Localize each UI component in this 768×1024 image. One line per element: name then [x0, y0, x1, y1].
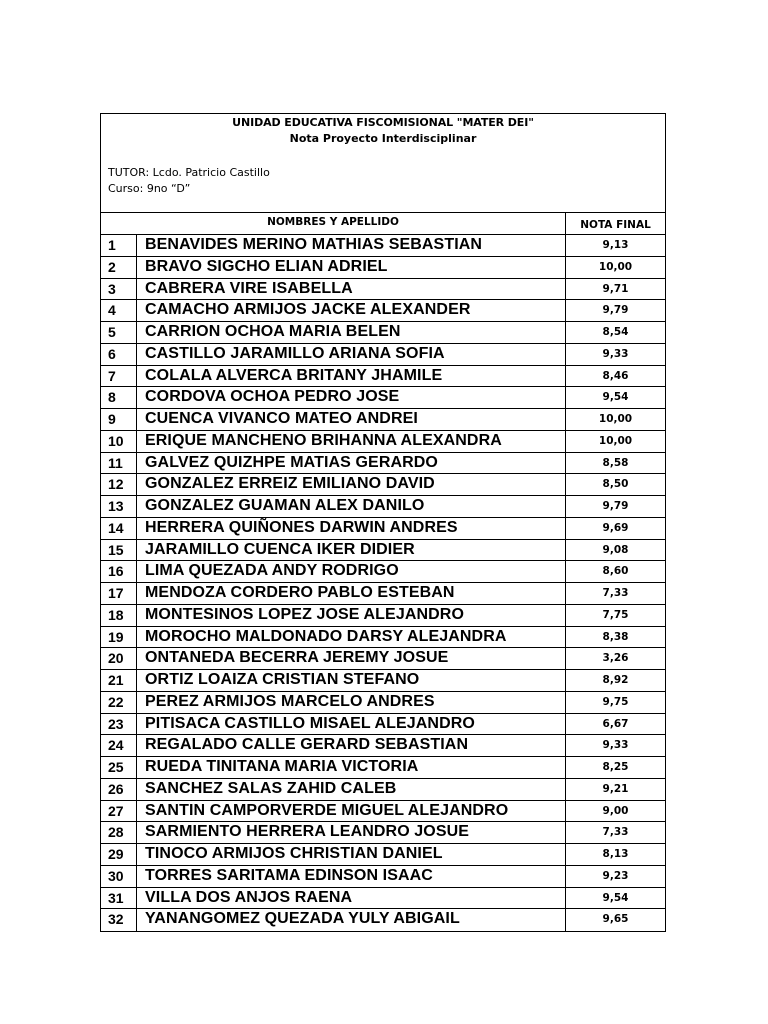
row-number: 31	[101, 888, 137, 909]
student-name: MENDOZA CORDERO PABLO ESTEBAN	[137, 583, 566, 604]
row-number: 2	[101, 257, 137, 278]
final-grade: 8,25	[602, 761, 629, 773]
final-grade: 9,54	[602, 891, 629, 904]
row-number: 28	[101, 822, 137, 843]
table-row	[101, 540, 665, 562]
student-name: COLALA ALVERCA BRITANY JHAMILE	[137, 366, 566, 387]
student-name: ORTIZ LOAIZA CRISTIAN STEFANO	[137, 670, 566, 691]
student-name: PITISACA CASTILLO MISAEL ALEJANDRO	[137, 714, 566, 735]
student-name: SARMIENTO HERRERA LEANDRO JOSUE	[137, 822, 566, 843]
student-name: ONTANEDA BECERRA JEREMY JOSUE	[137, 648, 566, 669]
final-grade: 10,00	[598, 260, 633, 273]
table-row	[101, 366, 665, 388]
row-number: 4	[101, 300, 137, 321]
tutor-line: TUTOR: Lcdo. Patricio Castillo	[108, 166, 270, 179]
column-header-grade: NOTA FINAL	[580, 219, 651, 231]
row-number: 16	[101, 561, 137, 582]
row-number: 30	[101, 866, 137, 887]
final-grade: 8,92	[602, 674, 629, 686]
table-row	[101, 801, 665, 823]
student-name: JARAMILLO CUENCA IKER DIDIER	[137, 540, 566, 561]
row-number: 19	[101, 627, 137, 648]
student-name: YANANGOMEZ QUEZADA YULY ABIGAIL	[137, 909, 566, 931]
table-row	[101, 909, 665, 931]
row-number: 22	[101, 692, 137, 713]
row-number: 29	[101, 844, 137, 865]
sheet-header	[101, 114, 665, 213]
final-grade: 9,23	[602, 869, 629, 882]
row-number: 32	[101, 909, 137, 931]
row-number: 15	[101, 540, 137, 561]
student-name: TORRES SARITAMA EDINSON ISAAC	[137, 866, 566, 887]
row-number: 5	[101, 322, 137, 343]
table-row	[101, 583, 665, 605]
row-number: 14	[101, 518, 137, 539]
final-grade: 8,50	[602, 478, 629, 491]
student-name: SANTIN CAMPORVERDE MIGUEL ALEJANDRO	[137, 801, 566, 822]
sheet-subtitle: Nota Proyecto Interdisciplinar	[289, 132, 477, 145]
column-header-names: NOMBRES Y APELLIDO	[101, 213, 566, 234]
course-line: Curso: 9no “D”	[108, 182, 191, 195]
table-row	[101, 866, 665, 888]
final-grade: 9,13	[602, 239, 629, 251]
row-number: 3	[101, 279, 137, 300]
student-name: SANCHEZ SALAS ZAHID CALEB	[137, 779, 566, 800]
row-number: 11	[101, 453, 137, 474]
final-grade: 9,75	[602, 695, 629, 708]
student-name: GONZALEZ ERREIZ EMILIANO DAVID	[137, 474, 566, 495]
final-grade: 9,33	[602, 739, 629, 752]
student-name: GALVEZ QUIZHPE MATIAS GERARDO	[137, 453, 566, 474]
student-name: ERIQUE MANCHENO BRIHANNA ALEXANDRA	[137, 431, 566, 452]
student-name: BENAVIDES MERINO MATHIAS SEBASTIAN	[137, 235, 566, 256]
student-rows	[101, 235, 665, 931]
table-row	[101, 692, 665, 714]
row-number: 17	[101, 583, 137, 604]
final-grade: 10,00	[598, 413, 633, 425]
table-row	[101, 344, 665, 366]
table-row	[101, 257, 665, 279]
student-name: REGALADO CALLE GERARD SEBASTIAN	[137, 735, 566, 756]
table-row	[101, 822, 665, 844]
table-row	[101, 757, 665, 779]
final-grade: 7,75	[602, 608, 629, 621]
table-row	[101, 409, 665, 431]
final-grade: 8,58	[602, 456, 629, 469]
table-row	[101, 605, 665, 627]
final-grade: 9,69	[602, 521, 629, 534]
final-grade: 9,08	[602, 543, 629, 556]
row-number: 20	[101, 648, 137, 669]
student-name: LIMA QUEZADA ANDY RODRIGO	[137, 561, 566, 582]
final-grade: 9,79	[602, 500, 629, 512]
final-grade: 9,79	[602, 304, 629, 317]
final-grade: 9,00	[602, 804, 629, 817]
student-name: GONZALEZ GUAMAN ALEX DANILO	[137, 496, 566, 517]
table-row	[101, 322, 665, 344]
final-grade: 8,13	[602, 848, 629, 860]
final-grade: 9,54	[602, 391, 629, 404]
student-name: CAMACHO ARMIJOS JACKE ALEXANDER	[137, 300, 566, 321]
student-name: CASTILLO JARAMILLO ARIANA SOFIA	[137, 344, 566, 365]
row-number: 25	[101, 757, 137, 778]
table-row	[101, 670, 665, 692]
row-number: 7	[101, 366, 137, 387]
table-row	[101, 779, 665, 801]
table-row	[101, 431, 665, 453]
student-name: MONTESINOS LOPEZ JOSE ALEJANDRO	[137, 605, 566, 626]
student-name: MOROCHO MALDONADO DARSY ALEJANDRA	[137, 627, 566, 648]
table-row	[101, 235, 665, 257]
final-grade: 7,33	[602, 826, 629, 839]
student-name: VILLA DOS ANJOS RAENA	[137, 888, 566, 909]
table-row	[101, 714, 665, 736]
row-number: 21	[101, 670, 137, 691]
student-name: HERRERA QUIÑONES DARWIN ANDRES	[137, 518, 566, 539]
final-grade: 8,60	[602, 565, 629, 578]
row-number: 13	[101, 496, 137, 517]
table-row	[101, 648, 665, 670]
final-grade: 10,00	[598, 434, 633, 447]
student-name: CABRERA VIRE ISABELLA	[137, 279, 566, 300]
grade-sheet	[100, 113, 666, 932]
row-number: 26	[101, 779, 137, 800]
table-row	[101, 844, 665, 866]
student-name: TINOCO ARMIJOS CHRISTIAN DANIEL	[137, 844, 566, 865]
table-row	[101, 561, 665, 583]
final-grade: 8,54	[602, 326, 629, 338]
final-grade: 9,33	[602, 347, 629, 360]
row-number: 1	[101, 235, 137, 256]
final-grade: 9,71	[602, 282, 629, 295]
student-name: PEREZ ARMIJOS MARCELO ANDRES	[137, 692, 566, 713]
row-number: 12	[101, 474, 137, 495]
student-name: CORDOVA OCHOA PEDRO JOSE	[137, 387, 566, 408]
student-name: BRAVO SIGCHO ELIAN ADRIEL	[137, 257, 566, 278]
final-grade: 3,26	[602, 652, 629, 665]
student-name: RUEDA TINITANA MARIA VICTORIA	[137, 757, 566, 778]
final-grade: 6,67	[602, 717, 629, 730]
table-row	[101, 453, 665, 475]
row-number: 10	[101, 431, 137, 452]
row-number: 27	[101, 801, 137, 822]
table-row	[101, 627, 665, 649]
row-number: 18	[101, 605, 137, 626]
final-grade: 9,65	[602, 913, 629, 926]
row-number: 24	[101, 735, 137, 756]
table-row	[101, 888, 665, 910]
table-row	[101, 279, 665, 301]
column-header-row	[101, 213, 665, 235]
table-row	[101, 387, 665, 409]
final-grade: 7,33	[602, 587, 629, 599]
student-name: CUENCA VIVANCO MATEO ANDREI	[137, 409, 566, 430]
row-number: 8	[101, 387, 137, 408]
table-row	[101, 300, 665, 322]
table-row	[101, 735, 665, 757]
table-row	[101, 474, 665, 496]
row-number: 23	[101, 714, 137, 735]
institution-name: UNIDAD EDUCATIVA FISCOMISIONAL "MATER DEI"	[232, 116, 534, 129]
final-grade: 8,38	[602, 630, 629, 643]
table-row	[101, 496, 665, 518]
table-row	[101, 518, 665, 540]
student-name: CARRION OCHOA MARIA BELEN	[137, 322, 566, 343]
row-number: 9	[101, 409, 137, 430]
row-number: 6	[101, 344, 137, 365]
final-grade: 9,21	[602, 782, 629, 795]
final-grade: 8,46	[602, 369, 629, 382]
